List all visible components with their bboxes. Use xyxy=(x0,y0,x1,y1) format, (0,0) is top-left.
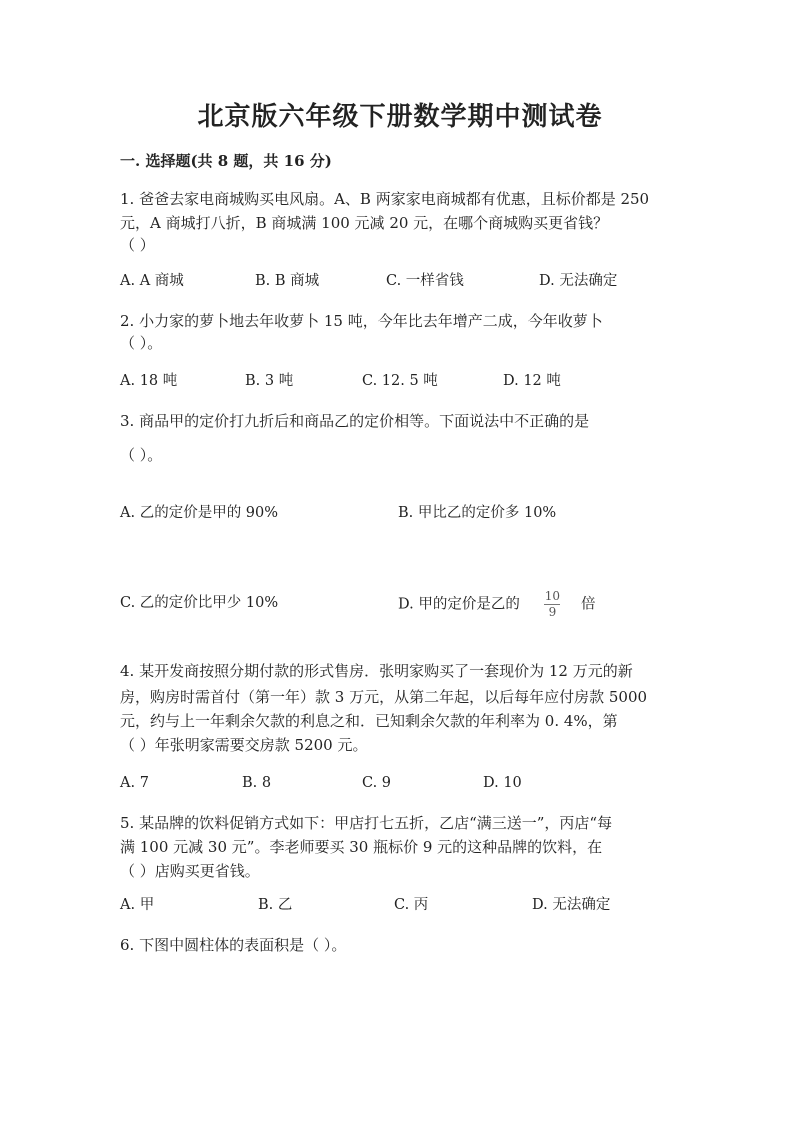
question-1-option-d: D. 无法确定 xyxy=(539,273,618,289)
question-2-option-a: A. 18 吨 xyxy=(120,373,178,389)
section-heading: 一. 选择题(共 8 题，共 16 分) xyxy=(120,152,332,170)
question-1-blank: （ ） xyxy=(120,236,155,254)
question-2-option-c: C. 12. 5 吨 xyxy=(362,373,438,389)
question-3-option-c: C. 乙的定价比甲少 10% xyxy=(120,595,279,611)
fraction xyxy=(544,590,560,619)
question-5-option-c: C. 丙 xyxy=(394,897,429,913)
question-4-blank: （ ）年张明家需要交房款 5200 元。 xyxy=(120,736,368,754)
fraction-numerator: 10 xyxy=(544,589,561,603)
question-1-text: 元，A 商城打八折，B 商城满 100 元减 20 元，在哪个商城购买更省钱？ xyxy=(120,214,609,232)
question-6-text: 6. 下图中圆柱体的表面积是（ ）。 xyxy=(120,936,347,954)
question-4-option-d: D. 10 xyxy=(483,775,522,791)
question-1-text: 1. 爸爸去家电商城购买电风扇。A、B 两家家电商城都有优惠，且标价都是 250 xyxy=(120,190,650,208)
question-3-text: 3. 商品甲的定价打九折后和商品乙的定价相等。下面说法中不正确的是 xyxy=(120,412,590,430)
question-1-option-c: C. 一样省钱 xyxy=(386,273,464,289)
question-3-option-b: B. 甲比乙的定价多 10% xyxy=(398,505,557,521)
question-5-blank: （ ）店购买更省钱。 xyxy=(120,862,260,880)
question-4-option-b: B. 8 xyxy=(242,775,272,791)
question-3-option-d xyxy=(398,590,596,619)
question-4-text: 元，约与上一年剩余欠款的利息之和．已知剩余欠款的年利率为 0. 4%，第 xyxy=(120,712,618,730)
fraction-denominator: 9 xyxy=(548,605,557,619)
question-1-option-a: A. A 商城 xyxy=(120,273,184,289)
question-2-option-d: D. 12 吨 xyxy=(503,373,561,389)
question-5-text: 满 100 元减 30 元”。李老师要买 30 瓶标价 9 元的这种品牌的饮料，在 xyxy=(120,838,603,856)
question-2-blank: （ ）。 xyxy=(120,334,163,352)
page-title: 北京版六年级下册数学期中测试卷 xyxy=(197,102,603,132)
question-5-option-a: A. 甲 xyxy=(120,897,155,913)
question-1-option-b: B. B 商城 xyxy=(255,273,320,289)
question-5-option-d: D. 无法确定 xyxy=(532,897,611,913)
option-d-prefix: D. 甲的定价是乙的 xyxy=(398,596,520,613)
question-5-text: 5. 某品牌的饮料促销方式如下：甲店打七五折，乙店“满三送一”，丙店“每 xyxy=(120,814,613,832)
question-4-option-a: A. 7 xyxy=(120,775,149,791)
question-2-text: 2. 小力家的萝卜地去年收萝卜 15 吨，今年比去年增产二成，今年收萝卜 xyxy=(120,312,603,330)
option-d-suffix: 倍 xyxy=(581,596,596,613)
question-3-blank: （ ）。 xyxy=(120,446,163,464)
question-4-option-c: C. 9 xyxy=(362,775,392,791)
question-2-option-b: B. 3 吨 xyxy=(245,373,294,389)
question-4-text: 4. 某开发商按照分期付款的形式售房．张明家购买了一套现价为 12 万元的新 xyxy=(120,662,633,680)
question-4-text: 房，购房时需首付（第一年）款 3 万元，从第二年起，以后每年应付房款 5000 xyxy=(120,688,648,706)
question-5-option-b: B. 乙 xyxy=(258,897,293,913)
question-3-option-a: A. 乙的定价是甲的 90% xyxy=(120,505,279,521)
